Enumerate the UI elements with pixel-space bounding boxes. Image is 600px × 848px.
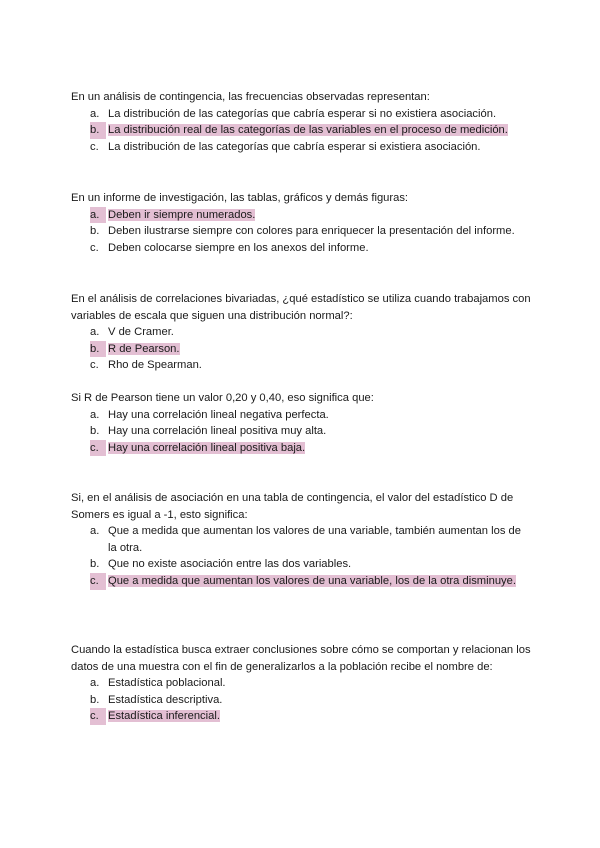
option-a: a. Que a medida que aumentan los valores de una variable, también aumentan los de la otra. [90, 525, 521, 554]
option-a-highlighted: a. Deben ir siempre numerados. [90, 207, 531, 224]
question-stem: Si, en el análisis de asociación en una tabla de contingencia, el valor del estadístico D de Somers es igual a -1, esto significa: [71, 492, 514, 521]
option-a: a. La distribución de las categorías que cabría esperar si no existiera asociación. [90, 107, 497, 120]
question-5 [71, 490, 531, 590]
question-stem: En el análisis de correlaciones bivariadas, ¿qué estadístico se utiliza cuando trabajamos con variables de escala que siguen una distribución normal?: [71, 293, 531, 322]
option-b: b. Hay una correlación lineal positiva muy alta. [90, 425, 327, 438]
question-stem: En un análisis de contingencia, las frecuencias observadas representan: [71, 91, 430, 103]
option-a: a. Hay una correlación lineal negativa perfecta. [90, 408, 329, 421]
question-stem: Cuando la estadística busca extraer conclusiones sobre cómo se comportan y relacionan los datos de una muestra con el fin de generalizarlos a la población recibe el nombre de: [71, 644, 531, 673]
question-3 [71, 291, 531, 374]
question-stem: En un informe de investigación, las tablas, gráficos y demás figuras: [71, 192, 409, 204]
option-c-highlighted: c. Que a medida que aumentan los valores de una variable, los de la otra disminuye. [90, 573, 531, 590]
question-2 [71, 190, 531, 256]
option-a: a. V de Cramer. [90, 326, 174, 339]
option-c: c. Deben colocarse siempre en los anexos del informe. [90, 241, 369, 254]
option-b: b. Estadística descriptiva. [90, 693, 223, 706]
question-4 [71, 390, 531, 456]
option-b-highlighted: b. La distribución real de las categorías de las variables en el proceso de medición. [90, 122, 531, 139]
option-c: c. Rho de Spearman. [90, 359, 202, 372]
option-a: a. Estadística poblacional. [90, 677, 226, 690]
option-b: b. Deben ilustrarse siempre con colores para enriquecer la presentación del informe. [90, 225, 515, 238]
option-b: b. Que no existe asociación entre las dos variables. [90, 558, 352, 571]
question-1 [71, 89, 531, 155]
question-6 [71, 642, 531, 725]
option-c-highlighted: c. Estadística inferencial. [90, 708, 531, 725]
option-c-highlighted: c. Hay una correlación lineal positiva baja. [90, 440, 531, 457]
option-c: c. La distribución de las categorías que cabría esperar si existiera asociación. [90, 140, 481, 153]
option-b-highlighted: b. R de Pearson. [90, 341, 531, 358]
question-stem: Si R de Pearson tiene un valor 0,20 y 0,40, eso significa que: [71, 392, 374, 404]
